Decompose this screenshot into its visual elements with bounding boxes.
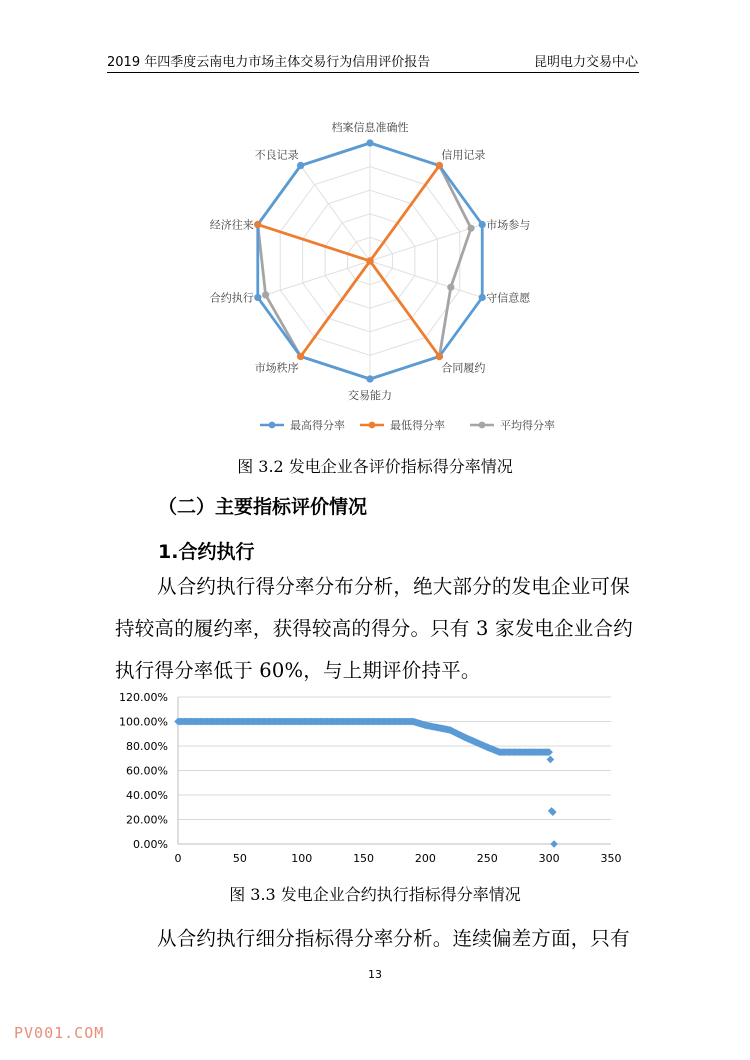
radar-axis-label: 合约执行	[209, 291, 254, 305]
x-tick-label: 150	[353, 852, 375, 865]
radar-axis-label: 市场参与	[486, 218, 531, 232]
x-tick-label: 350	[600, 852, 622, 865]
radar-data-point	[254, 294, 261, 301]
radar-data-point	[297, 162, 304, 169]
y-tick-label: 0.00%	[133, 838, 168, 851]
watermark: PV001.COM	[14, 1024, 105, 1042]
radar-data-point	[366, 257, 373, 264]
scatter-chart	[0, 688, 750, 878]
radar-spoke	[301, 166, 370, 261]
x-tick-label: 50	[232, 852, 247, 865]
radar-axis-label: 合同履约	[441, 361, 486, 375]
radar-chart	[0, 110, 750, 570]
y-tick-label: 20.00%	[126, 813, 168, 827]
radar-data-point	[366, 375, 373, 382]
y-tick-label: 120.00%	[119, 691, 168, 704]
header-org: 昆明电力交易中心	[533, 55, 638, 70]
section-heading: （二）主要指标评价情况	[158, 496, 368, 518]
radar-axis-label: 不良记录	[254, 148, 299, 162]
radar-data-point	[479, 294, 486, 301]
y-tick-label: 80.00%	[126, 740, 168, 753]
data-point	[547, 756, 555, 764]
legend-marker	[269, 422, 276, 429]
radar-data-point	[297, 353, 304, 360]
x-tick-label: 0	[174, 852, 182, 865]
radar-data-point	[366, 139, 373, 146]
x-tick-label: 250	[476, 852, 498, 865]
radar-axis-label: 信用记录	[441, 148, 486, 162]
header-title: 2019 年四季度云南电力市场主体交易行为信用评价报告	[107, 55, 431, 70]
x-tick-label: 100	[291, 852, 313, 865]
radar-axis-label: 经济往来	[209, 218, 254, 232]
figure-3-2-caption: 图 3.2 发电企业各评价指标得分率情况	[237, 457, 513, 476]
legend-marker	[479, 422, 486, 429]
radar-data-point	[447, 284, 454, 291]
subsection-heading: 1.合约执行	[158, 541, 255, 563]
y-tick-label: 60.00%	[126, 764, 168, 778]
x-tick-label: 300	[538, 852, 560, 865]
radar-axis-label: 档案信息准确性	[331, 121, 409, 134]
radar-data-point	[262, 291, 269, 298]
figure-3-3-caption: 图 3.3 发电企业合约执行指标得分率情况	[229, 885, 521, 904]
y-tick-label: 100.00%	[119, 715, 168, 729]
radar-data-point	[436, 162, 443, 169]
legend-marker	[369, 422, 376, 429]
radar-spoke	[370, 261, 482, 297]
radar-axis-label: 市场秩序	[254, 361, 299, 375]
radar-data-point	[436, 353, 443, 360]
legend-label: 最低得分率	[390, 419, 445, 432]
y-tick-label: 40.00%	[126, 789, 168, 802]
radar-data-point	[467, 225, 474, 232]
header-divider	[107, 72, 639, 73]
radar-data-point	[254, 221, 261, 228]
radar-spoke	[258, 261, 370, 297]
radar-axis-label: 守信意愿	[486, 291, 531, 305]
page-number: 13	[368, 968, 382, 981]
data-point	[550, 840, 558, 848]
legend-label: 最高得分率	[290, 419, 345, 432]
radar-data-point	[479, 221, 486, 228]
legend-label: 平均得分率	[500, 419, 555, 432]
radar-axis-label: 交易能力	[348, 389, 392, 402]
paragraph-2: 从合约执行细分指标得分率分析。连续偏差方面，只有	[157, 927, 630, 950]
x-tick-label: 200	[414, 852, 436, 865]
paragraph-1: 从合约执行得分率分布分析，绝大部分的发电企业可保持较高的履约率，获得较高的得分。只有 3 家发电企业合约执行得分率低于 60%，与上期评价持平。	[115, 575, 633, 682]
